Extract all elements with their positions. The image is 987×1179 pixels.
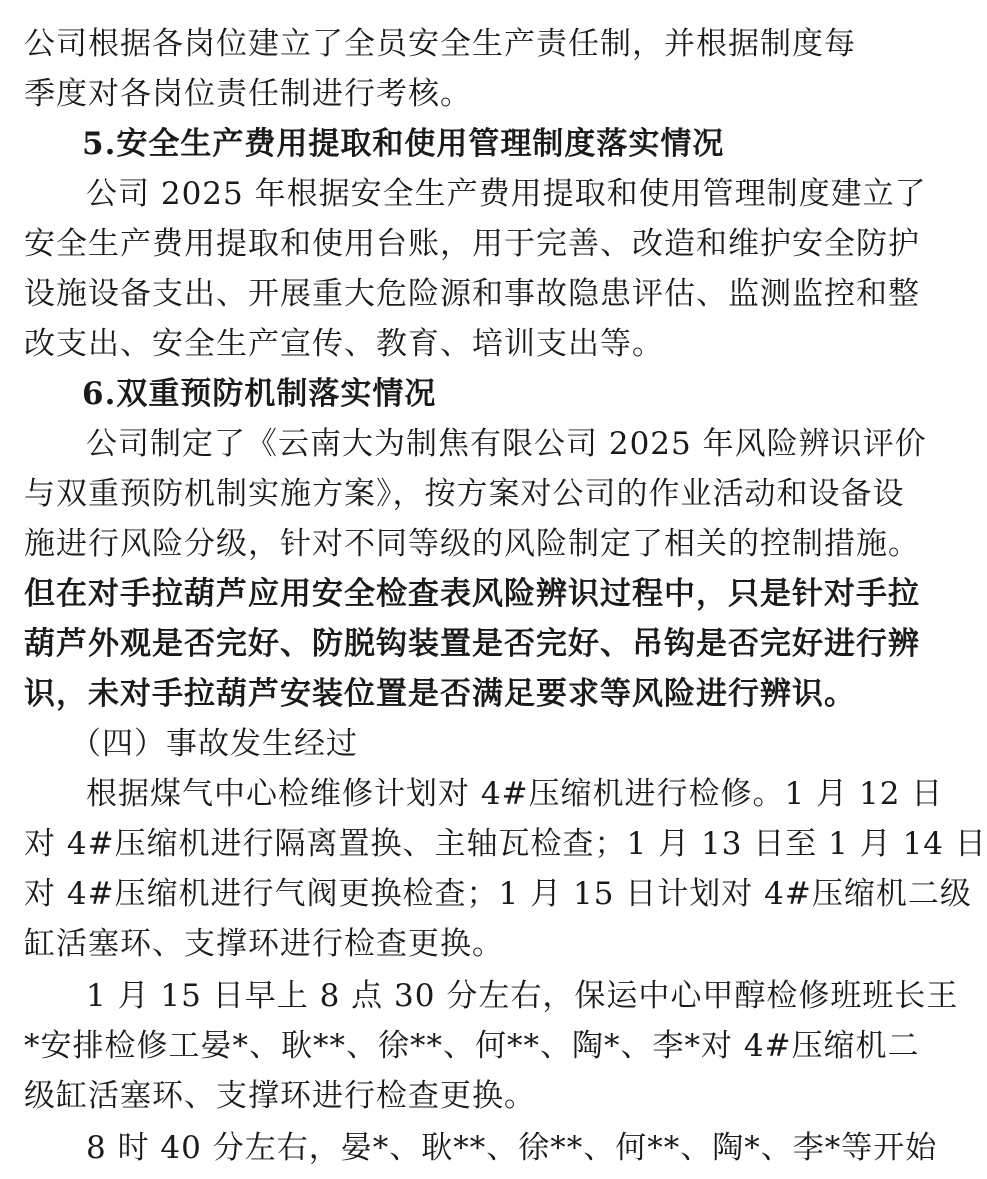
section-heading: 6.双重预防机制落实情况 <box>82 376 437 412</box>
paragraph-line: 1 月 15 日早上 8 点 30 分左右，保运中心甲醇检修班班长王 <box>86 978 959 1014</box>
paragraph-line: 改支出、安全生产宣传、教育、培训支出等。 <box>24 326 664 362</box>
paragraph-line: 设施设备支出、开展重大危险源和事故隐患评估、监测监控和整 <box>24 276 920 312</box>
paragraph-line: 公司制定了《云南大为制焦有限公司 2025 年风险辨识评价 <box>86 426 927 462</box>
paragraph-line: 公司 2025 年根据安全生产费用提取和使用管理制度建立了 <box>86 176 927 212</box>
paragraph-line: 级缸活塞环、支撑环进行检查更换。 <box>24 1078 536 1114</box>
paragraph-line: 公司根据各岗位建立了全员安全生产责任制，并根据制度每 <box>24 26 856 62</box>
paragraph-line: *安排检修工晏*、耿**、徐**、何**、陶*、李*对 4#压缩机二 <box>24 1028 920 1064</box>
paragraph-line: 缸活塞环、支撑环进行检查更换。 <box>24 926 504 962</box>
paragraph-line: 与双重预防机制实施方案》，按方案对公司的作业活动和设备设 <box>24 476 905 512</box>
bold-paragraph-line: 识，未对手拉葫芦安装位置是否满足要求等风险进行辨识。 <box>24 676 856 712</box>
paragraph-line: 季度对各岗位责任制进行考核。 <box>24 76 472 112</box>
paragraph-line: 安全生产费用提取和使用台账，用于完善、改造和维护安全防护 <box>24 226 920 262</box>
bold-paragraph-line: 但在对手拉葫芦应用安全检查表风险辨识过程中，只是针对手拉 <box>24 576 920 612</box>
section-heading: 5.安全生产费用提取和使用管理制度落实情况 <box>82 126 725 162</box>
paragraph-line: 施进行风险分级，针对不同等级的风险制定了相关的控制措施。 <box>24 526 920 562</box>
paragraph-line: 对 4#压缩机进行隔离置换、主轴瓦检查；1 月 13 日至 1 月 14 日 <box>24 826 987 862</box>
paragraph-line: 8 时 40 分左右，晏*、耿**、徐**、何**、陶*、李*等开始 <box>86 1130 938 1166</box>
paragraph-line: 根据煤气中心检维修计划对 4#压缩机进行检修。1 月 12 日 <box>86 776 944 812</box>
paragraph-line: 对 4#压缩机进行气阀更换检查；1 月 15 日计划对 4#压缩机二级 <box>24 876 972 912</box>
section-subheading: （四）事故发生经过 <box>70 726 358 762</box>
bold-paragraph-line: 葫芦外观是否完好、防脱钩装置是否完好、吊钩是否完好进行辨 <box>24 626 920 662</box>
